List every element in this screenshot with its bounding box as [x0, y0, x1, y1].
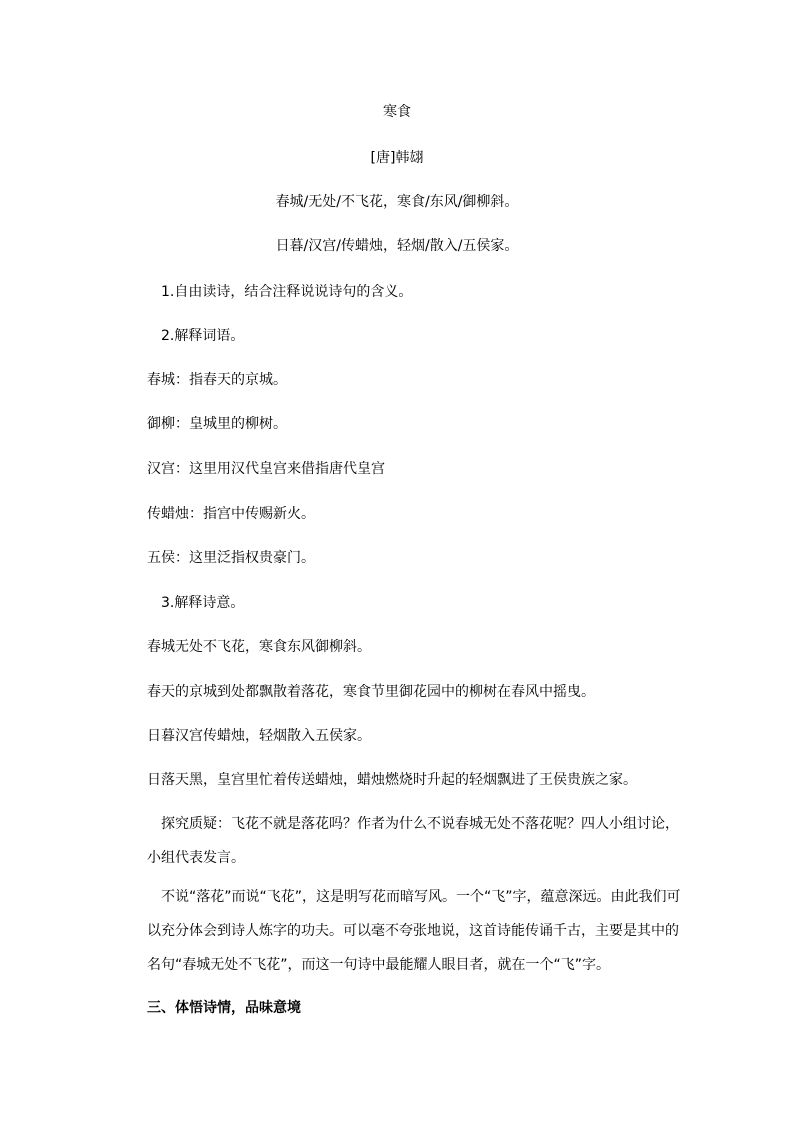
verse-2: 日暮汉宫传蜡烛，轻烟散入五侯家。 — [147, 728, 371, 744]
section-heading: 三、体悟诗情，品味意境 — [147, 1000, 301, 1016]
inquiry-answer: 不说“落花”而说“飞花”，这是明写花而暗写风。一个“飞”字，蕴意深远。由此我们可以充分体会到诗人炼字的功夫。可以毫不夸张地说，这首诗能传诵千古，主要是其中的名句“春城无处不飞花”，而这一句诗中最能耀人眼目者，就在一个“飞”字。 — [147, 889, 681, 973]
inquiry-question: 探究质疑：飞花不就是落花吗？作者为什么不说春城无处不落花呢？四人小组讨论，小组代表发言。 — [147, 816, 679, 866]
verse-2-explanation: 日落天黑，皇宫里忙着传送蜡烛，蜡烛燃烧时升起的轻烟飘进了王侯贵族之家。 — [147, 772, 637, 788]
task-3: 3.解释诗意。 — [161, 595, 245, 611]
glossary-item: 御柳：皇城里的柳树。 — [147, 416, 287, 432]
verse-1-explanation: 春天的京城到处都飘散着落花，寒食节里御花园中的柳树在春风中摇曳。 — [147, 684, 595, 700]
verse-1: 春城无处不飞花，寒食东风御柳斜。 — [147, 639, 371, 655]
glossary-item: 五侯：这里泛指权贵豪门。 — [147, 550, 315, 566]
poem-line-2: 日暮/汉宫/传蜡烛，轻烟/散入/五侯家。 — [275, 238, 519, 254]
task-2: 2.解释词语。 — [161, 328, 245, 344]
task-1: 1.自由读诗，结合注释说说诗句的含义。 — [161, 284, 413, 300]
glossary-item: 春城：指春天的京城。 — [147, 372, 287, 388]
glossary-item: 传蜡烛：指宫中传赐新火。 — [147, 506, 315, 522]
glossary-item: 汉宫：这里用汉代皇宫来借指唐代皇宫 — [147, 461, 385, 477]
poem-author: [唐]韩翃 — [370, 150, 424, 166]
poem-line-1: 春城/无处/不飞花，寒食/东风/御柳斜。 — [275, 194, 519, 210]
poem-title: 寒食 — [383, 104, 411, 120]
